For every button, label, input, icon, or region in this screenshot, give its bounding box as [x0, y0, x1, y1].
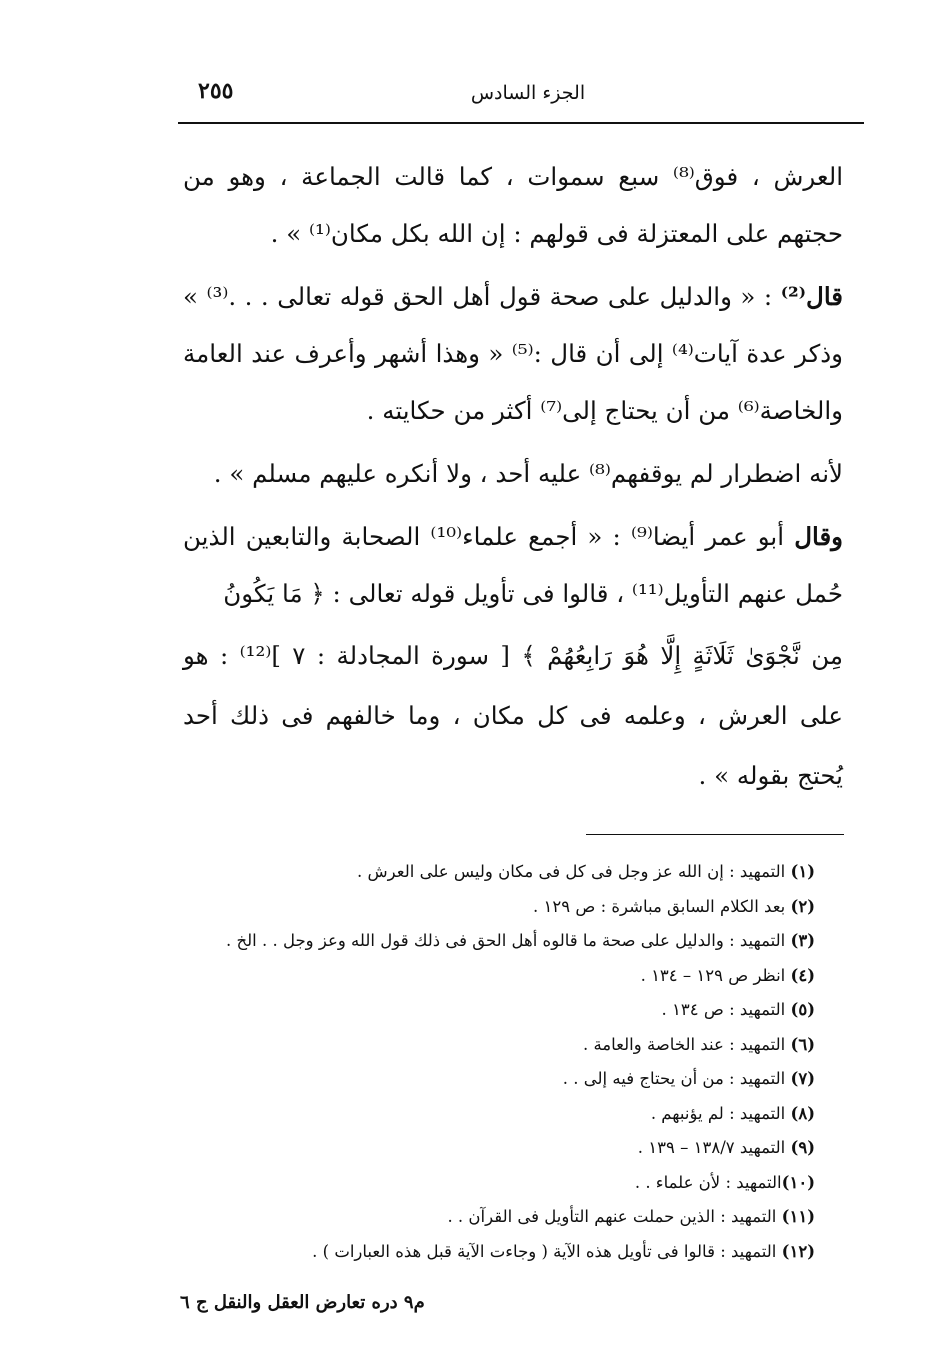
- paragraph-2: [183, 268, 843, 439]
- footnote-text: التمهيد : إن الله عز وجل فى كل فى مكان وليس على العرش .: [357, 862, 791, 881]
- footnote-number: (٤): [790, 965, 815, 985]
- page-header: [178, 60, 864, 124]
- footnote-text: التمهيد : والدليل على صحة ما قالوه أهل الحق فى ذلك قول الله وعز وجل . . الخ .: [226, 931, 791, 950]
- footnote-number: (١٠): [781, 1172, 815, 1192]
- paragraph-4-lead: وقال: [794, 522, 843, 551]
- paragraph-5: مِن نَّجْوَىٰ ثَلَاثَةٍ إِلَّا هُوَ رَابِعُهُمْ ﴾ [ سورة المجادلة : ٧ ]⁽¹²⁾ : هو على العرش ، وعلمه فى كل مكان ، وما خالفهم فى ذلك أحد يُحتج بقوله » .: [183, 641, 843, 790]
- footnote-number: (٢): [790, 896, 815, 916]
- footnote-number: (٩): [790, 1138, 815, 1157]
- footnote-number: (١٢): [781, 1241, 815, 1261]
- paragraph-1: العرش ، فوق⁽⁸⁾ سبع سموات ، كما قالت الجماعة ، وهو من حجتهم على المعتزلة فى قولهم : إن الله بكل مكان⁽¹⁾ » .: [183, 162, 843, 248]
- footnote-3: [180, 924, 815, 959]
- footnote-number: (٨): [790, 1103, 815, 1123]
- footnote-text: التمهيد : لأن علماء . .: [634, 1172, 782, 1192]
- footnote-6: [180, 1028, 815, 1063]
- main-text: [183, 148, 843, 806]
- footnote-number: (٥): [790, 1000, 815, 1019]
- footnote-11: [180, 1200, 815, 1235]
- footnote-separator: [586, 834, 844, 835]
- footnote-1: [180, 855, 815, 890]
- footnote-number: (١١): [781, 1207, 815, 1226]
- footnote-text: التمهيد : لم يؤنبهم .: [650, 1103, 791, 1123]
- footnote-text: التمهيد : الذين حملت عنهم التأويل فى القرآن . .: [447, 1207, 782, 1226]
- paragraph-2-text: : « والدليل على صحة قول أهل الحق قوله تعالى . . .⁽³⁾ » وذكر عدة آيات⁽⁴⁾ إلى أن قال :⁽⁵⁾ « وهذا أشهر وأعرف عند العامة والخاصة⁽⁶⁾ من أن يحتاج إلى⁽⁷⁾ أكثر من حكايته .: [183, 282, 843, 425]
- paragraph-4-text: أبو عمر أيضا⁽⁹⁾ : « أجمع علماء⁽¹⁰⁾ الصحابة والتابعين الذين حُمل عنهم التأويل⁽¹¹⁾ ، قالوا فى تأويل قوله تعالى : ﴿ مَا يَكُونُ: [183, 522, 843, 608]
- footnote-4: [180, 959, 815, 994]
- footnote-number: (٣): [790, 931, 815, 950]
- footnote-text: التمهيد : قالوا فى تأويل هذه الآية ( وجاءت الآية قبل هذه العبارات ) .: [312, 1241, 782, 1261]
- running-title: الجزء السادس: [470, 82, 586, 104]
- footnote-text: التمهيد : من أن يحتاج فيه إلى . .: [562, 1069, 791, 1088]
- footnotes: [180, 855, 815, 1269]
- footnote-10: [180, 1166, 815, 1201]
- footnote-number: (٧): [790, 1069, 815, 1088]
- paragraph-3: لأنه اضطرار لم يوقفهم⁽⁸⁾ عليه أحد ، ولا أنكره عليهم مسلم » .: [213, 459, 843, 488]
- footnote-text: انظر ص ١٢٩ – ١٣٤ .: [640, 965, 791, 985]
- footnote-text: التمهيد ١٣٨/٧ – ١٣٩ .: [637, 1138, 791, 1157]
- footnote-12: [180, 1235, 815, 1270]
- footnote-number: (١): [790, 862, 815, 881]
- printer-signature: م٩ دره تعارض العقل والنقل ج ٦: [180, 1292, 425, 1313]
- footnote-7: [180, 1062, 815, 1097]
- footnote-text: التمهيد : ص ١٣٤ .: [661, 1000, 791, 1019]
- page-number: ٢٥٥: [198, 78, 234, 104]
- footnote-text: بعد الكلام السابق مباشرة : ص ١٢٩ .: [533, 896, 791, 916]
- footnote-2: [180, 890, 815, 925]
- paragraph-4: [183, 508, 843, 622]
- paragraph-2-lead: قال⁽²⁾: [780, 282, 844, 311]
- footnote-number: (٦): [790, 1034, 815, 1054]
- footnote-text: التمهيد : عند الخاصة والعامة .: [582, 1034, 791, 1054]
- footnote-5: [180, 993, 815, 1028]
- footnote-9: [180, 1131, 815, 1166]
- footnote-8: [180, 1097, 815, 1132]
